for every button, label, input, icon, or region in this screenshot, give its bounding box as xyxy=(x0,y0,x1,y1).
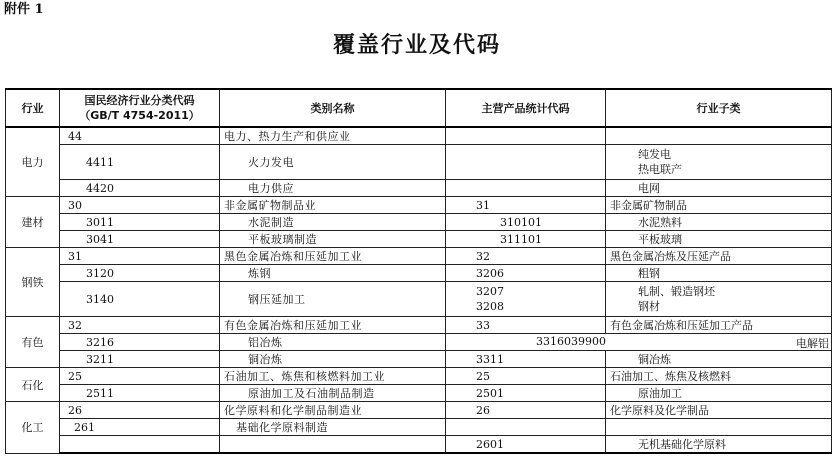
category-name-cell: 非金属矿物制品业 xyxy=(220,197,446,214)
product-code-cell xyxy=(446,282,606,317)
product-code-cell: 32 xyxy=(446,248,606,265)
gb-code-cell: 26 xyxy=(60,402,220,419)
table-row xyxy=(6,436,832,454)
table-row xyxy=(6,282,832,317)
category-name-cell: 炼钢 xyxy=(220,265,446,282)
header-category: 类别名称 xyxy=(220,89,446,127)
category-name-cell: 原油加工及石油制品制造 xyxy=(220,385,446,402)
gb-code-cell: 3011 xyxy=(60,214,220,231)
product-code-cell: 26 xyxy=(446,402,606,419)
category-name-cell: 黑色金属冶炼和压延加工业 xyxy=(220,248,446,265)
subcategory-cell xyxy=(606,127,832,145)
product-code-line: 3207 xyxy=(476,285,504,298)
product-code-cell: 31 xyxy=(446,197,606,214)
table-row xyxy=(6,402,832,419)
product-code-cell: 2501 xyxy=(446,385,606,402)
gb-code-cell: 2511 xyxy=(60,385,220,402)
product-code-cell xyxy=(446,127,606,145)
category-name-cell: 钢压延加工 xyxy=(220,282,446,317)
subcategory-cell: 非金属矿物制品 xyxy=(606,197,832,214)
category-name-cell: 电力供应 xyxy=(220,180,446,197)
industry-cell-steel: 钢铁 xyxy=(6,248,60,317)
category-name-cell: 平板玻璃制造 xyxy=(220,231,446,248)
industry-cell-chemical: 化工 xyxy=(6,402,60,454)
category-name-cell: 铝冶炼 xyxy=(220,334,446,351)
product-code-cell: 25 xyxy=(446,368,606,385)
table-row xyxy=(6,368,832,385)
subcategory-cell xyxy=(606,282,832,317)
product-code-cell xyxy=(446,334,832,351)
table-row xyxy=(6,334,832,351)
header-gb-standard: （GB/T 4754-2011） xyxy=(79,109,200,122)
gb-code-cell: 30 xyxy=(60,197,220,214)
category-name-cell: 基础化学原料制造 xyxy=(220,419,446,436)
page-title: 覆盖行业及代码 xyxy=(332,32,501,58)
subcategory-value: 电解铝 xyxy=(796,337,829,350)
subcategory-line: 轧制、锻造钢坯 xyxy=(638,285,715,298)
subcategory-cell: 电网 xyxy=(606,180,832,197)
product-code-cell xyxy=(446,145,606,180)
product-code-cell: 3311 xyxy=(446,351,606,368)
gb-code-cell: 3120 xyxy=(60,265,220,282)
subcategory-cell: 铜冶炼 xyxy=(606,351,832,368)
table-row xyxy=(6,351,832,368)
subcategory-cell xyxy=(606,145,832,180)
gb-code-cell: 44 xyxy=(60,127,220,145)
gb-code-cell: 261 xyxy=(60,419,220,436)
category-name-cell: 电力、热力生产和供应业 xyxy=(220,127,446,145)
gb-code-cell: 3216 xyxy=(60,334,220,351)
subcategory-cell: 石油加工、炼焦及核燃料 xyxy=(606,368,832,385)
table-row xyxy=(6,197,832,214)
table-row xyxy=(6,385,832,402)
gb-code-cell: 4420 xyxy=(60,180,220,197)
category-name-cell: 有色金属冶炼和压延加工业 xyxy=(220,317,446,334)
category-name-cell: 石油加工、炼焦和核燃料加工业 xyxy=(220,368,446,385)
subcategory-cell: 原油加工 xyxy=(606,385,832,402)
subcategory-cell: 有色金属冶炼和压延加工产品 xyxy=(606,317,832,334)
table-row xyxy=(6,127,832,145)
subcategory-line: 钢材 xyxy=(638,300,660,313)
product-code-cell xyxy=(446,180,606,197)
attachment-label: 附件 1 xyxy=(4,2,44,17)
category-name-cell xyxy=(220,436,446,454)
table-row xyxy=(6,265,832,282)
category-name-cell: 铜冶炼 xyxy=(220,351,446,368)
product-code-cell: 3206 xyxy=(446,265,606,282)
gb-code-cell: 32 xyxy=(60,317,220,334)
gb-code-cell: 4411 xyxy=(60,145,220,180)
product-code-value: 3316039900 xyxy=(536,335,606,348)
subcategory-cell xyxy=(606,419,832,436)
subcategory-cell: 黑色金属冶炼及压延产品 xyxy=(606,248,832,265)
product-code-cell: 2601 xyxy=(446,436,606,454)
subcategory-cell: 粗钢 xyxy=(606,265,832,282)
table-row xyxy=(6,317,832,334)
industry-code-table xyxy=(5,88,832,454)
header-product-code: 主营产品统计代码 xyxy=(446,89,606,127)
product-code-cell xyxy=(446,419,606,436)
gb-code-cell: 3140 xyxy=(60,282,220,317)
header-subcategory: 行业子类 xyxy=(606,89,832,127)
table-header-row xyxy=(6,89,832,127)
gb-code-cell: 31 xyxy=(60,248,220,265)
gb-code-cell: 3041 xyxy=(60,231,220,248)
subcategory-line: 热电联产 xyxy=(638,163,682,176)
subcategory-cell: 平板玻璃 xyxy=(606,231,832,248)
table-row xyxy=(6,248,832,265)
subcategory-cell: 水泥熟料 xyxy=(606,214,832,231)
product-code-cell: 311101 xyxy=(446,231,606,248)
industry-cell-power: 电力 xyxy=(6,127,60,197)
subcategory-line: 纯发电 xyxy=(638,148,671,161)
industry-cell-nonferrous: 有色 xyxy=(6,317,60,368)
category-name-cell: 水泥制造 xyxy=(220,214,446,231)
subcategory-cell: 无机基础化学原料 xyxy=(606,436,832,454)
table-row xyxy=(6,214,832,231)
header-industry: 行业 xyxy=(6,89,60,127)
category-name-cell: 火力发电 xyxy=(220,145,446,180)
header-gb-code-label: 国民经济行业分类代码 xyxy=(84,94,195,107)
product-code-cell: 33 xyxy=(446,317,606,334)
table-row xyxy=(6,180,832,197)
industry-cell-building: 建材 xyxy=(6,197,60,248)
product-code-line: 3208 xyxy=(476,300,504,313)
table-row xyxy=(6,145,832,180)
gb-code-cell xyxy=(60,436,220,454)
table-row xyxy=(6,231,832,248)
product-code-cell: 310101 xyxy=(446,214,606,231)
category-name-cell: 化学原料和化学制品制造业 xyxy=(220,402,446,419)
gb-code-cell: 25 xyxy=(60,368,220,385)
table-row xyxy=(6,419,832,436)
subcategory-cell: 化学原料及化学制品 xyxy=(606,402,832,419)
industry-cell-petro: 石化 xyxy=(6,368,60,402)
header-gb-code xyxy=(60,89,220,127)
gb-code-cell: 3211 xyxy=(60,351,220,368)
